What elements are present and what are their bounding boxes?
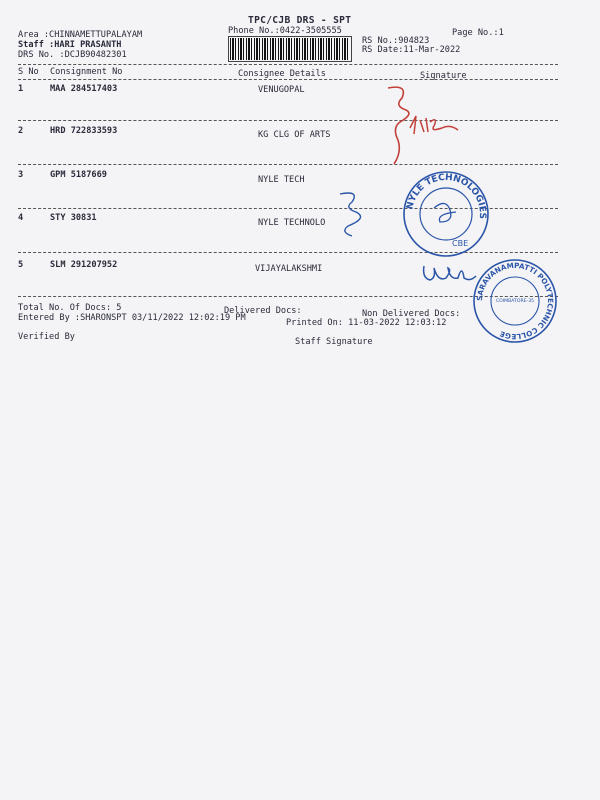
row-1-sno: 1 [18, 84, 24, 94]
total-docs: Total No. Of Docs: 5 [18, 303, 122, 313]
row-4-consignment: STY 30831 [50, 213, 97, 223]
college-stamp [470, 256, 560, 346]
entered-by: Entered By :SHARONSPT 03/11/2022 12:02:19 PM [18, 313, 246, 323]
area-text: Area :CHINNAMETTUPALAYAM [18, 30, 143, 40]
col-consignment: Consignment No [50, 67, 123, 77]
col-signature: Signature [420, 71, 467, 81]
row-5-consignee: VIJAYALAKSHMI [255, 264, 323, 274]
staff-text: Staff :HARI PRASANTH [18, 40, 122, 50]
rs-number: RS No.:904823 [362, 36, 430, 46]
rs-date: RS Date:11-Mar-2022 [362, 45, 461, 55]
stamp2-ring-text: SARAVANAMPATTI POLYTECHNIC COLLEGE [474, 260, 556, 342]
row-5-consignment: SLM 291207952 [50, 260, 118, 270]
col-sno: S No [18, 67, 39, 77]
verified-by: Verified By [18, 332, 75, 342]
printed-on: Printed On: 11-03-2022 12:03:12 [286, 318, 447, 328]
row-3-consignment: GPM 5187669 [50, 170, 107, 180]
row-1-consignee: VENUGOPAL [258, 85, 305, 95]
row-2-consignee: KG CLG OF ARTS [258, 130, 331, 140]
document-title: TPC/CJB DRS - SPT [248, 15, 352, 26]
row-1-consignment: MAA 284517403 [50, 84, 118, 94]
row-3-sno: 3 [18, 170, 24, 180]
row-4-sno: 4 [18, 213, 24, 223]
row-2-sno: 2 [18, 126, 24, 136]
row-4-consignee: NYLE TECHNOLO [258, 218, 326, 228]
page-number: Page No.:1 [452, 28, 504, 38]
signature-row-4 [334, 186, 374, 242]
stamp2-inner-text: COIMBATORE-35 [495, 299, 535, 304]
row-2-consignment: HRD 722833593 [50, 126, 118, 136]
delivered-docs: Delivered Docs: [224, 306, 302, 316]
non-delivered-docs: Non Delivered Docs: [362, 309, 461, 319]
row-5-sno: 5 [18, 260, 24, 270]
row-1-rule [18, 120, 558, 121]
phone-number: Phone No.:0422-3505555 [228, 26, 342, 36]
header-rule-bottom [18, 79, 558, 80]
stamp1-city-text: CBE [452, 239, 469, 248]
header-rule-top [18, 64, 558, 65]
row-3-consignee: NYLE TECH [258, 175, 305, 185]
row-2-rule [18, 164, 558, 165]
stamp1-ring-text: NYLE TECHNOLOGIES [405, 172, 488, 220]
staff-signature-label: Staff Signature [295, 337, 373, 347]
signature-red [380, 80, 470, 170]
nyle-stamp [400, 168, 492, 260]
col-consignee: Consignee Details [238, 69, 326, 79]
drs-number: DRS No. :DCJB90482301 [18, 50, 127, 60]
barcode [230, 38, 350, 60]
